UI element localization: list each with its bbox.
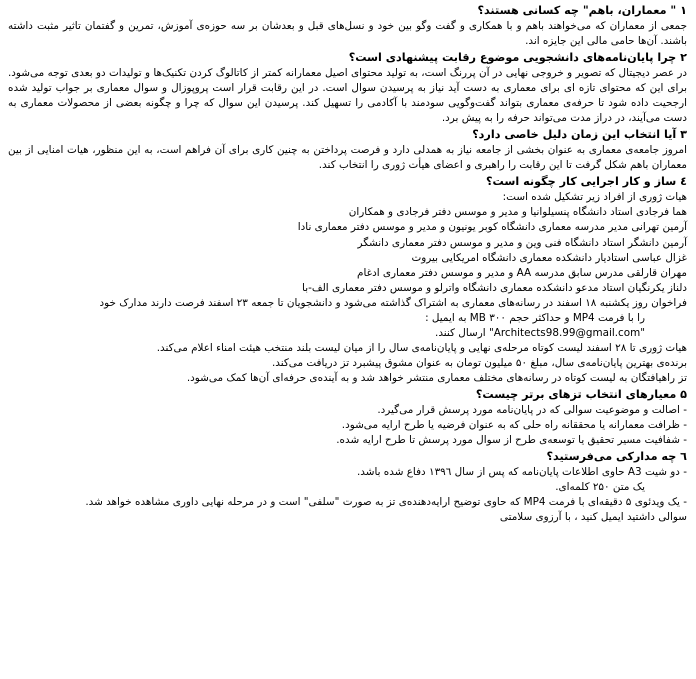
- section-3-heading: ۳ آیا انتخاب این زمان دلیل خاصی دارد؟: [472, 128, 687, 142]
- section-2-paragraph: در عصر دیجیتال که تصویر و خروجی نهایی در آن پررنگ است، به تولید محتوای اصیل معمارانه کمتر از کاتالوگ کردن تکنیک‌ها و تولیدات دو بعدی توجه می‌شود. برای این که محتوای تازه ای برای معماری به دست آید نیاز به پرسیدن سوال است. در این رقابت قرار است پروپوزال و سوال معماری بر جواب تولید شده ارجحیت داده شود تا حرفه‌ی معماری بتواند گفت‌وگویی سودمند با آکادمی را تسهیل کند. پرسیدن این سوال که چرا و چگونه بعضی از محصولات معماری به دست می‌آیند، در دراز مدت می‌تواند حرفه را به پیش برد.: [8, 67, 687, 125]
- section-3-paragraph: امروز جامعه‌ی معماری به عنوان بخشی از جامعه نیاز به همدلی دارد و فرصت پرداختن به چنین کاری برای آن فراهم است، به این منظور، هیات امنایی از بین معماران باهم شکل گرفت تا این رقابت را راهبری و اعضای هیأت ژوری را انتخاب کند.: [8, 144, 687, 172]
- publication-note: تز راهیافتگان به لیست کوتاه در رسانه‌های مختلف معماری منتشر خواهد شد و به آینده‌ی حرفه‌ای آن‌ها کمک می‌شود.: [186, 371, 687, 384]
- jury-member: آرمین دانشگر استاد دانشگاه فنی وین و مدیر و موسس دفتر معماری دانشگر: [357, 236, 687, 249]
- section-1-heading: ۱ " معماران، باهم" چه کسانی هستند؟: [477, 4, 687, 17]
- submission-format: را با فرمت MP4 و حداکثر حجم ۳۰۰ MB به ایمیل :: [425, 311, 645, 324]
- jury-member: غزال عباسی استادیار دانشکده معماری دانشگاه امریکایی بیروت: [411, 251, 687, 264]
- document-item: یک متن ۲۵۰ کلمه‌ای.: [555, 481, 645, 494]
- section-4-heading: ٤ ساز و کار اجرایی کار چگونه است؟: [486, 175, 687, 189]
- jury-member: آرمین تهرانی مدیر مدرسه معماری دانشگاه کوبر یونیون و مدیر و موسس دفتر معماری نادا: [297, 221, 687, 234]
- jury-member: دلناز یکرنگیان استاد مدعو دانشکده معماری دانشگاه واترلو و موسس دفتر معماری الف-با: [302, 281, 687, 294]
- jury-member: هما فرجادی استاد دانشگاه پنسیلوانیا و مدیر و موسس دفتر فرجادی و همکاران: [348, 206, 687, 219]
- criteria-item: - شفافیت مسیر تحقیق یا توسعه‌ی طرح از سوال مورد پرسش تا طرح ارایه شده.: [336, 434, 687, 447]
- submission-email[interactable]: "Architects98.99@gmail.com" ارسال کنند.: [435, 326, 645, 339]
- section-5: [8, 386, 687, 448]
- section-5-heading: ۵ معیارهای انتخاب تزهای برتر چیست؟: [475, 387, 687, 401]
- section-2-heading: ۲ چرا پایان‌نامه‌های دانشجویی موضوع رقابت پیشنهادی است؟: [348, 51, 687, 65]
- jury-member: مهران قارلقی مدرس سابق مدرسه AA و مدیر و موسس دفتر معماری ادغام: [357, 266, 687, 279]
- section-6: [8, 448, 687, 525]
- criteria-item: - اصالت و موضوعیت سوالی که در پایان‌نامه مورد پرسش قرار می‌گیرد.: [377, 403, 687, 416]
- closing-line: سوالی داشتید ایمیل کنید ، با آرزوی سلامتی: [499, 511, 687, 524]
- shortlist-note: هیات ژوری تا ۲۸ اسفند لیست کوتاه مرحله‌ی نهایی و پایان‌نامه‌ی سال را از میان لیست بلند منتخب هیئت امناء اعلام می‌کند.: [156, 341, 687, 354]
- section-1-paragraph: جمعی از معماران که می‌خواهند باهم و با همکاری و گفت وگو بین خود و نسل‌های قبل و بعدشان بر سه حوزه‌ی آموزش، تمرین و گفتمان تاثیر مثبت داشته باشند. آن‌ها حامی مالی این جایزه اند.: [8, 20, 687, 48]
- section-6-heading: ٦ چه مدارکی می‌فرستید؟: [546, 450, 687, 464]
- section-3: [8, 126, 687, 173]
- section-1: [8, 2, 687, 49]
- document-item: - یک ویدئوی ۵ دقیقه‌ای با فرمت MP4 که حاوی توضیح ارایه‌دهنده‌ی تز به صورت "سلفی" است و در مرحله نهایی داوری مشاهده خواهد شد.: [85, 496, 687, 509]
- jury-intro: هیات ژوری از افراد زیر تشکیل شده است:: [502, 191, 687, 204]
- prize-note: برنده‌ی بهترین پایان‌نامه‌ی سال، مبلغ ۵۰ میلیون تومان به عنوان مشوق پیشبرد تز دریافت می‌کند.: [271, 356, 687, 369]
- section-2: [8, 49, 687, 126]
- call-announcement: فراخوان روز یکشنبه ۱۸ اسفند در رسانه‌های معماری به اشتراک گذاشته می‌شود و دانشجویان تا جمعه ۲۳ اسفند فرصت دارند مدارک خود: [99, 296, 687, 309]
- document-item: - دو شیت A3 حاوی اطلاعات پایان‌نامه که پس از سال ۱۳۹٦ دفاع شده باشد.: [356, 466, 687, 479]
- section-4: [8, 173, 687, 386]
- criteria-item: - ظرافت معمارانه یا محققانه راه حلی که به عنوان فرضیه یا طرح ارایه می‌شود.: [341, 419, 687, 432]
